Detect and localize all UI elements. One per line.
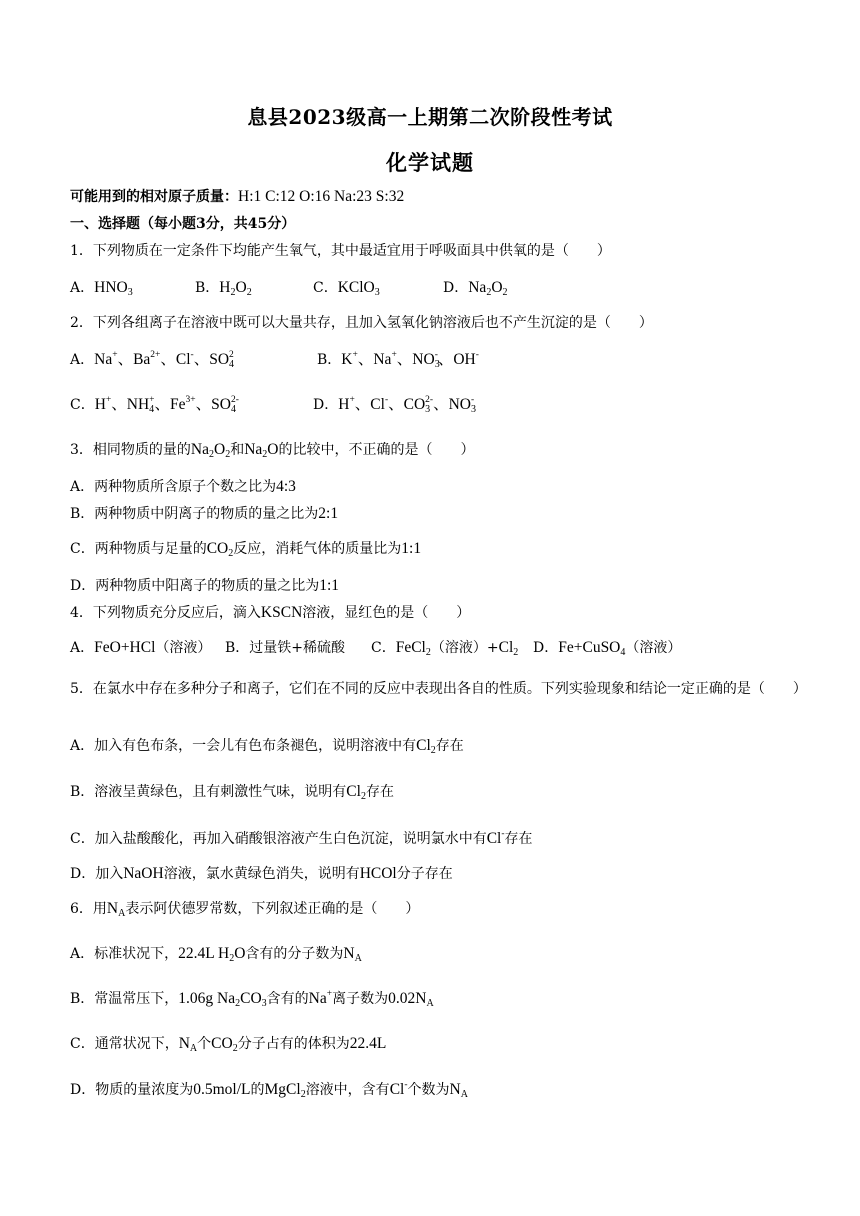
question-6-stem: 6．用$N_A$表示阿伏德罗常数，下列叙述正确的是（ ） [70, 900, 420, 919]
q1-option-b[interactable]: B．$H_2O_2$ [195, 279, 252, 298]
q5-option-c[interactable]: C．加入盐酸酸化，再加入硝酸银溶液产生白色沉淀，说明氯水中有Cl-存在 [70, 829, 533, 847]
section-heading: 一、选择题（每小题3分，共45分） [70, 216, 296, 232]
q2-option-a[interactable]: A．Na+、$Ba^{2+}$、Cl-、$SO_4^2$ [70, 350, 235, 370]
question-2-options-cd [70, 396, 800, 414]
q6-option-b[interactable]: B．常温常压下，1.06g $Na_2CO_3$含有的Na+离子数为$0.02N_A$ [70, 989, 434, 1009]
q4-option-b[interactable]: B．过量铁+稀硫酸 [225, 640, 346, 656]
q6-option-d[interactable]: D．物质的量浓度为0.5mol/L的MgCl$_2$溶液中，含有Cl-个数为$N_A$ [70, 1080, 468, 1100]
question-2-stem: 2．下列各组离子在溶液中既可以大量共存，且加入氢氧化钠溶液后也不产生沉淀的是（ ） [70, 315, 653, 331]
q2-option-c[interactable]: C．H+、$NH_4^+$、$Fe^{3+}$、$SO_4^{2-}$ [70, 395, 239, 415]
question-5-stem: 5．在氯水中存在多种分子和离子，它们在不同的反应中表现出各自的性质。下列实验现象和结论一定正确的是（ ） [70, 681, 807, 697]
q6-option-a[interactable]: A．标准状况下，22.4L $H_2O$含有的分子数为$N_A$ [70, 945, 362, 964]
q5-option-b[interactable]: B．溶液呈黄绿色，且有刺激性气味，说明有$Cl_2$存在 [70, 783, 394, 802]
exam-subject: 化学试题 [386, 150, 474, 175]
question-1-stem: 1．下列物质在一定条件下均能产生氧气，其中最适宜用于呼吸面具中供氧的是（ ） [70, 243, 611, 259]
q1-option-d[interactable]: D．$Na_2O_2$ [443, 279, 508, 298]
q3-option-d[interactable]: D．两种物质中阳离子的物质的量之比为1:1 [70, 577, 340, 594]
q5-option-a[interactable]: A．加入有色布条，一会儿有色布条褪色，说明溶液中有$Cl_2$存在 [70, 737, 464, 756]
question-1-options [70, 279, 800, 297]
q4-option-d[interactable]: D．Fe+CuSO$_4$（溶液） [533, 639, 682, 658]
question-4-options [70, 639, 800, 657]
question-4-stem: 4．下列物质充分反应后，滴入KSCN溶液，显红色的是（ ） [70, 604, 471, 621]
question-3-stem: 3．相同物质的量的$Na_2O_2$和$Na_2O$的比较中，不正确的是（ ） [70, 441, 475, 460]
exam-title: 息县2023级高一上期第二次阶段性考试 [247, 105, 613, 129]
q3-option-b[interactable]: B．两种物质中阴离子的物质的量之比为2:1 [70, 505, 339, 522]
q1-option-c[interactable]: C．KClO$_3$ [313, 279, 380, 298]
q2-option-b[interactable]: B．K+、Na+、$NO_3^-$、OH- [317, 350, 479, 370]
atomic-masses-values: H:1 C:12 O:16 Na:23 S:32 [238, 188, 405, 205]
q5-option-d[interactable]: D．加入NaOH溶液，氯水黄绿色消失，说明有HCOl分子存在 [70, 865, 453, 882]
atomic-masses-label: 可能用到的相对原子质量： [70, 189, 238, 205]
q2-option-d[interactable]: D．H+、Cl-、$CO_3^{2-}$、$NO_3^-$ [313, 395, 476, 415]
question-2-options-ab [70, 351, 800, 369]
q6-option-c[interactable]: C．通常状况下，$N_A$个$CO_2$分子占有的体积为22.4L [70, 1035, 387, 1054]
q4-option-c[interactable]: C．FeCl$_2$（溶液）$+Cl_2$ [371, 639, 519, 658]
q1-option-a[interactable]: A．$HNO_3$ [70, 279, 133, 298]
q3-option-c[interactable]: C．两种物质与足量的$CO_2$反应，消耗气体的质量比为1:1 [70, 540, 422, 559]
q4-option-a[interactable]: A．FeO+HCl（溶液） [70, 639, 212, 656]
q3-option-a[interactable]: A．两种物质所含原子个数之比为4:3 [70, 478, 296, 495]
atomic-masses [70, 188, 800, 206]
